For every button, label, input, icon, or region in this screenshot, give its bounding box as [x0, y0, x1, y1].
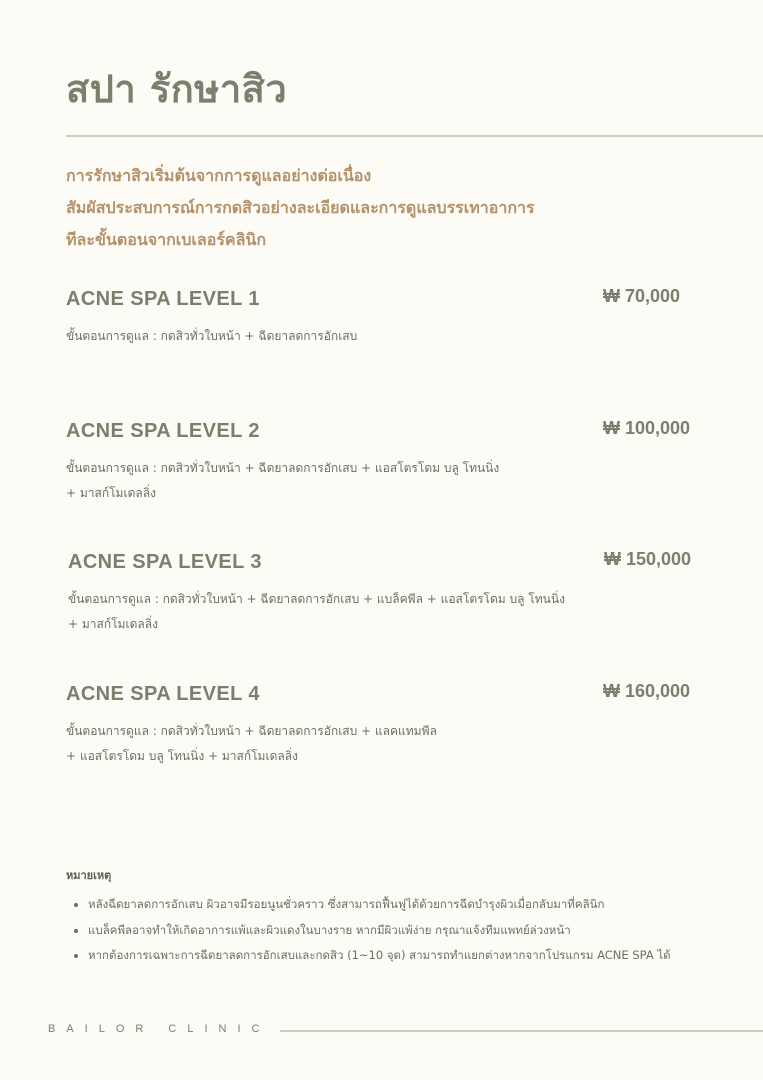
notes-title: หมายเหตุ	[66, 869, 112, 882]
intro-line: สัมผัสประสบการณ์การกดสิวอย่างละเอียดและการดูแลบรรเทาอาการ	[66, 198, 535, 217]
item-name: ACNE SPA LEVEL 1	[66, 288, 260, 310]
note-item: • แบล็คพีลอาจทำให้เกิดอาการแพ้และผิวแดงในบางราย หากมีผิวแพ้ง่าย กรุณาแจ้งทีมแพทย์ล่วงหน้า	[88, 918, 746, 944]
item-description-line: ขั้นตอนการดูแล : กดสิวทั่วใบหน้า + ฉีดยาลดการอักเสบ	[66, 329, 358, 343]
item-price: ₩ 70,000	[603, 286, 681, 306]
note-item: • หากต้องการเฉพาะการฉีดยาลดการอักเสบและกดสิว (1~10 จุด) สามารถทำแยกต่างหากจากโปรแกรม ACNE SPA ได้	[88, 943, 746, 969]
page-title: สปา รักษาสิว	[66, 67, 288, 111]
item-description	[66, 719, 437, 769]
item-description	[66, 324, 357, 349]
item-price: ₩ 160,000	[603, 681, 691, 701]
intro-line: การรักษาสิวเริ่มต้นจากการดูแลอย่างต่อเนื่อง	[66, 166, 372, 185]
item-description	[66, 456, 499, 506]
footer-brand: BAILOR CLINIC	[48, 1023, 271, 1035]
item-description-line: ขั้นตอนการดูแล : กดสิวทั่วใบหน้า + ฉีดยาลดการอักเสบ + แอสโตรโดม บลู โทนนิ่ง	[66, 461, 500, 475]
item-name: ACNE SPA LEVEL 4	[66, 683, 260, 705]
item-description-line: ขั้นตอนการดูแล : กดสิวทั่วใบหน้า + ฉีดยาลดการอักเสบ + แลคแทมพีล	[66, 724, 437, 738]
item-name: ACNE SPA LEVEL 3	[68, 551, 262, 573]
item-description-line: + มาสก์โมเดลลิ่ง	[68, 617, 158, 631]
item-price: ₩ 150,000	[604, 549, 692, 569]
item-description-line: + แอสโตรโดม บลู โทนนิ่ง + มาสก์โมเดลลิ่ง	[66, 749, 298, 763]
item-description	[68, 587, 565, 637]
item-name: ACNE SPA LEVEL 2	[66, 420, 260, 442]
note-item: • หลังฉีดยาลดการอักเสบ ผิวอาจมีรอยนูนชั่วคราว ซึ่งสามารถฟื้นฟูได้ด้วยการฉีดบำรุงผิวเมื่อกลับมาที่คลินิก	[88, 892, 746, 918]
item-description-line: + มาสก์โมเดลลิ่ง	[66, 486, 156, 500]
notes-list	[66, 892, 746, 969]
intro-line: ทีละขั้นตอนจากเบเลอร์คลินิก	[66, 230, 267, 249]
item-price: ₩ 100,000	[603, 418, 691, 438]
intro-text	[66, 160, 626, 256]
item-description-line: ขั้นตอนการดูแล : กดสิวทั่วใบหน้า + ฉีดยาลดการอักเสบ + แบล็คพีล + แอสโตรโดม บลู โทนนิ่ง	[68, 592, 565, 606]
footer-divider	[280, 1030, 763, 1032]
notes-section	[66, 866, 746, 969]
title-divider	[66, 135, 763, 137]
